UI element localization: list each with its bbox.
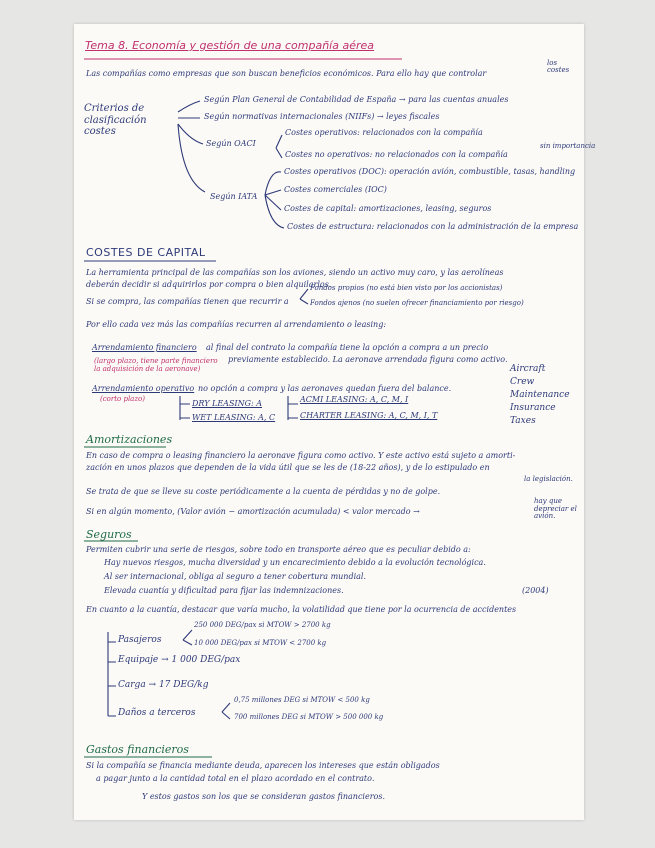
seguros-pasajeros-2: 10 000 DEG/pax si MTOW < 2700 kg <box>194 639 327 647</box>
amort-p3: Si en algún momento, (Valor avión − amortización acumulada) < valor mercado → <box>86 507 420 516</box>
seguros-p1: Permiten cubrir una serie de riesgos, sobre todo en transporte aéreo que es peculiar debido a: <box>86 545 471 554</box>
iata-estructura: Costes de estructura: relacionados con la administración de la empresa <box>287 222 579 231</box>
wet-leasing: WET LEASING: A, C <box>192 413 276 422</box>
leasing-financiero-text2: previamente establecido. La aeronave arrendada figura como activo. <box>228 355 508 364</box>
seguros-equipaje: Equipaje → 1 000 DEG/pax <box>118 655 241 665</box>
seguros-carga: Carga → 17 DEG/kg <box>118 680 209 690</box>
leasing-operativo-text: no opción a compra y las aeronaves quedan fuera del balance. <box>198 384 452 393</box>
seguros-pasajeros: Pasajeros <box>118 635 162 645</box>
oaci-no-operativos-note: sin importancia <box>540 142 596 150</box>
criterio-normativas: Según normativas internacionales (NIIFs) → leyes fiscales <box>204 112 440 121</box>
iata-capital: Costes de capital: amortizaciones, leasing, seguros <box>284 204 492 213</box>
amort-p3b: hay que depreciar el avión. <box>534 497 577 521</box>
iata-ioc: Costes comerciales (IOC) <box>284 185 387 194</box>
seguros-danos-1: 0,75 millones DEG si MTOW < 500 kg <box>234 696 370 704</box>
section-heading-amortizaciones: Amortizaciones <box>86 433 173 446</box>
capital-fondos-ajenos: Fondos ajenos (no suelen ofrecer financiamiento por riesgo) <box>310 299 524 307</box>
criterios-label: Criterios de clasificación costes <box>84 103 147 137</box>
seguros-danos: Daños a terceros <box>118 708 196 718</box>
leasing-financiero-note: (largo plazo, tiene parte financiero la adquisición de la aeronave) <box>94 357 218 373</box>
criterio-pgc: Según Plan General de Contabilidad de España → para las cuentas anuales <box>204 95 509 104</box>
acmi-crew: Crew <box>510 377 535 387</box>
acmi-maintenance: Maintenance <box>510 390 570 400</box>
amort-p1c: la legislación. <box>524 475 573 483</box>
seguros-cuantia: En cuanto a la cuantía, destacar que varía mucho, la volatilidad que tiene por la ocurrencia de accidentes <box>86 605 517 614</box>
page-title: Tema 8. Economía y gestión de una compañía aérea <box>85 39 375 52</box>
seguros-year: (2004) <box>522 586 549 595</box>
seguros-bullet-3: Elevada cuantía y dificultad para fijar las indemnizaciones. <box>104 586 344 595</box>
criterio-iata: Según IATA <box>210 192 258 201</box>
amort-p1b: zación en unos plazos que dependen de la vida útil que se les de (18-22 años), y de lo estipulado en <box>86 463 490 472</box>
capital-p1b: deberán decidir si adquirirlos por compra o bien alquilarlos. <box>86 280 332 289</box>
gastos-p3: Y estos gastos son los que se consideran gastos financieros. <box>142 792 385 801</box>
leasing-operativo-label: Arrendamiento operativo <box>92 384 195 393</box>
seguros-danos-2: 700 millones DEG si MTOW > 500 000 kg <box>234 713 384 721</box>
charter-leasing: CHARTER LEASING: A, C, M, I, T <box>300 411 438 420</box>
acmi-insurance: Insurance <box>510 403 556 413</box>
capital-compra: Si se compra, las compañías tienen que recurrir a <box>86 297 289 306</box>
intro-line: Las compañías como empresas que son buscan beneficios económicos. Para ello hay que controlar <box>86 69 487 78</box>
iata-doc: Costes operativos (DOC): operación avión, combustible, tasas, handling <box>284 167 576 176</box>
dry-leasing: DRY LEASING: A <box>192 399 262 408</box>
capital-leasing: Por ello cada vez más las compañías recurren al arrendamiento o leasing: <box>86 320 387 329</box>
oaci-operativos: Costes operativos: relacionados con la compañía <box>285 128 483 137</box>
amort-p1a: En caso de compra o leasing financiero la aeronave figura como activo. Y este activo está sujeto a amorti- <box>86 451 516 460</box>
seguros-bullet-1: Hay nuevos riesgos, mucha diversidad y un encarecimiento debido a la evolución tecnológica. <box>104 558 486 567</box>
leasing-financiero-text: al final del contrato la compañía tiene la opción a compra a un precio <box>206 343 489 352</box>
seguros-bullet-2: Al ser internacional, obliga al seguro a tener cobertura mundial. <box>104 572 367 581</box>
section-heading-seguros: Seguros <box>86 528 132 541</box>
leasing-operativo-note: (corto plazo) <box>100 395 145 403</box>
acmi-aircraft: Aircraft <box>510 364 546 374</box>
gastos-p2: a pagar junto a la cantidad total en el plazo acordado en el contrato. <box>96 774 375 783</box>
capital-p1a: La herramienta principal de las compañías son los aviones, siendo un activo muy caro, y las aerolíneas <box>86 268 504 277</box>
gastos-p1: Si la compañía se financia mediante deuda, aparecen los intereses que están obligados <box>86 761 440 770</box>
acmi-leasing: ACMI LEASING: A, C, M, I <box>300 395 409 404</box>
oaci-no-operativos: Costes no operativos: no relacionados con la compañía <box>285 150 508 159</box>
intro-line-tail: los costes <box>547 59 570 74</box>
criterio-oaci: Según OACI <box>206 139 256 148</box>
capital-fondos-propios: Fondos propios (no está bien visto por los accionistas) <box>310 284 503 292</box>
section-heading-gastos: Gastos financieros <box>86 743 189 756</box>
leasing-financiero-label: Arrendamiento financiero <box>92 343 197 352</box>
amort-p2: Se trata de que se lleve su coste periódicamente a la cuenta de pérdidas y no de golpe. <box>86 487 441 496</box>
seguros-pasajeros-1: 250 000 DEG/pax si MTOW > 2700 kg <box>194 621 331 629</box>
acmi-taxes: Taxes <box>510 416 536 426</box>
section-heading-capital: COSTES DE CAPITAL <box>86 246 206 259</box>
